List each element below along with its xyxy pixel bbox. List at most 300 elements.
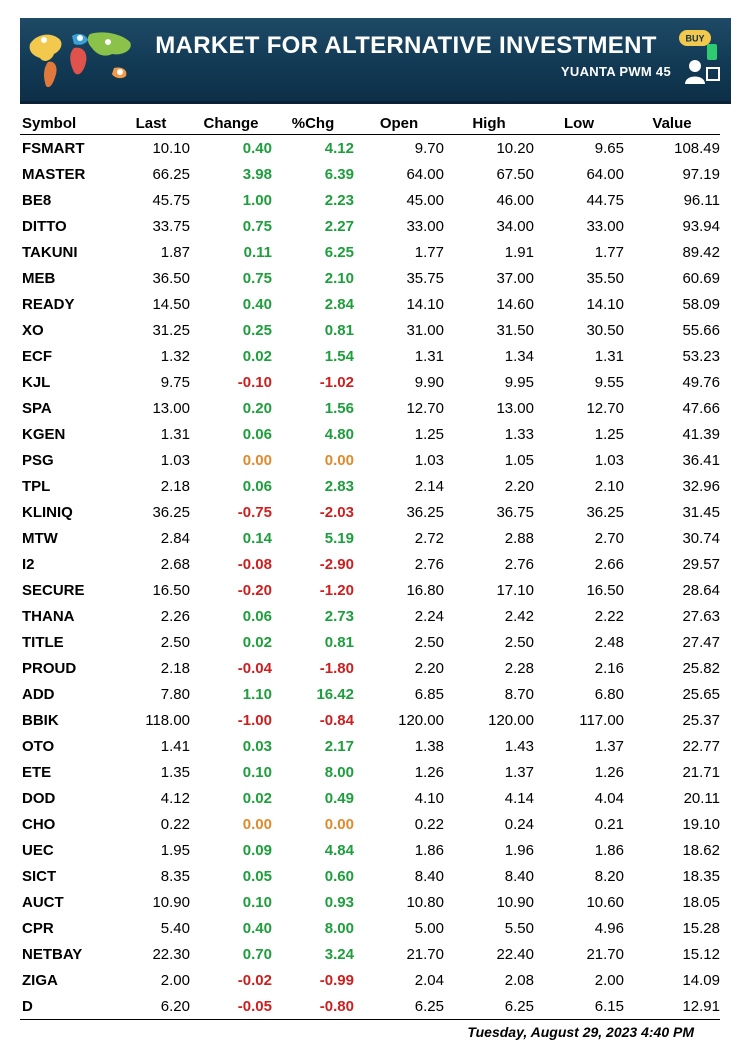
- cell-pct-change: 0.00: [324, 451, 354, 469]
- cell-symbol: MEB: [22, 269, 56, 287]
- cell-open: 1.26: [414, 763, 444, 781]
- cell-high: 1.05: [504, 451, 534, 469]
- cell-high: 17.10: [496, 581, 534, 599]
- cell-high: 9.95: [504, 373, 534, 391]
- table-row: [20, 473, 720, 499]
- cell-last: 1.32: [160, 347, 190, 365]
- cell-last: 1.87: [160, 243, 190, 261]
- cell-value: 30.74: [682, 529, 720, 547]
- cell-change: 0.75: [242, 269, 272, 287]
- column-header-value: Value: [624, 112, 720, 135]
- table-row: [20, 265, 720, 291]
- cell-symbol: READY: [22, 295, 75, 313]
- cell-open: 6.25: [354, 993, 444, 1020]
- cell-pct-change: -2.03: [319, 503, 354, 521]
- cell-pct-change: 8.00: [324, 763, 354, 781]
- cell-pct-change: 2.84: [324, 295, 354, 313]
- cell-open: 12.70: [406, 399, 444, 417]
- page-title: MARKET FOR ALTERNATIVE INVESTMENT: [155, 32, 657, 59]
- cell-pct-change: 6.25: [324, 243, 354, 261]
- table-row: [20, 577, 720, 603]
- cell-pct-change: 3.24: [324, 945, 354, 963]
- cell-change: 0.03: [242, 737, 272, 755]
- cell-last: 2.18: [160, 477, 190, 495]
- cell-symbol: THANA: [22, 607, 75, 625]
- cell-change: 0.10: [242, 763, 272, 781]
- cell-last: 5.40: [160, 919, 190, 937]
- column-header-symbol: Symbol: [20, 112, 112, 135]
- column-header-last: Last: [112, 112, 190, 135]
- cell-low: 9.65: [594, 139, 624, 157]
- cell-low: 2.16: [594, 659, 624, 677]
- cell-pct-change: 6.39: [324, 165, 354, 183]
- cell-high: 36.75: [496, 503, 534, 521]
- cell-last: 9.75: [160, 373, 190, 391]
- cell-low: 21.70: [586, 945, 624, 963]
- cell-low: 1.31: [594, 347, 624, 365]
- cell-low: 1.26: [594, 763, 624, 781]
- cell-open: 2.50: [414, 633, 444, 651]
- cell-pct-change: 2.23: [324, 191, 354, 209]
- cell-high: 46.00: [496, 191, 534, 209]
- cell-pct-change: 0.81: [324, 633, 354, 651]
- column-header-change: Change: [190, 112, 272, 135]
- cell-last: 13.00: [152, 399, 190, 417]
- cell-pct-change: 0.60: [324, 867, 354, 885]
- cell-pct-change: -1.20: [319, 581, 354, 599]
- stock-table: [20, 112, 720, 1020]
- cell-last: 31.25: [152, 321, 190, 339]
- table-row: [20, 733, 720, 759]
- table-row: [20, 239, 720, 265]
- cell-high: 22.40: [496, 945, 534, 963]
- cell-change: 0.75: [242, 217, 272, 235]
- table-row: [20, 369, 720, 395]
- header-banner: [20, 18, 731, 104]
- cell-value: 49.76: [682, 373, 720, 391]
- cell-low: 1.37: [594, 737, 624, 755]
- cell-symbol: DOD: [22, 789, 56, 807]
- cell-change: -0.10: [237, 373, 272, 391]
- cell-symbol: PROUD: [22, 659, 77, 677]
- cell-low: 10.60: [586, 893, 624, 911]
- cell-high: 6.25: [444, 993, 534, 1020]
- cell-change: 0.02: [242, 789, 272, 807]
- cell-symbol: ETE: [22, 763, 52, 781]
- cell-value: 20.11: [683, 789, 720, 807]
- cell-last: 1.31: [160, 425, 190, 443]
- cell-symbol: XO: [22, 321, 44, 339]
- cell-low: 14.10: [586, 295, 624, 313]
- cell-pct-change: 0.81: [324, 321, 354, 339]
- cell-high: 120.00: [488, 711, 534, 729]
- cell-pct-change: -0.99: [319, 971, 354, 989]
- cell-change: -1.00: [237, 711, 272, 729]
- cell-high: 10.20: [496, 139, 534, 157]
- cell-open: 2.76: [414, 555, 444, 573]
- cell-open: 5.00: [414, 919, 444, 937]
- cell-open: 1.03: [414, 451, 444, 469]
- table-row: [20, 291, 720, 317]
- cell-open: 2.14: [414, 477, 444, 495]
- cell-high: 8.70: [504, 685, 534, 703]
- table-row: [20, 343, 720, 369]
- cell-change: 0.09: [242, 841, 272, 859]
- cell-last: 2.18: [160, 659, 190, 677]
- cell-open: 4.10: [414, 789, 444, 807]
- cell-pct-change: 2.17: [324, 737, 354, 755]
- cell-symbol: UEC: [22, 841, 54, 859]
- cell-value: 47.66: [682, 399, 720, 417]
- cell-open: 45.00: [406, 191, 444, 209]
- column-header-pct-change: %Chg: [272, 112, 354, 135]
- cell-last: 45.75: [152, 191, 190, 209]
- cell-change: -0.05: [190, 993, 272, 1020]
- cell-high: 37.00: [496, 269, 534, 287]
- cell-symbol: TITLE: [22, 633, 64, 651]
- cell-symbol: D: [20, 993, 112, 1020]
- cell-high: 0.24: [504, 815, 534, 833]
- cell-low: 2.00: [594, 971, 624, 989]
- cell-value: 15.28: [682, 919, 720, 937]
- cell-change: 0.00: [242, 451, 272, 469]
- table-row: [20, 161, 720, 187]
- cell-change: -0.02: [237, 971, 272, 989]
- cell-low: 1.03: [594, 451, 624, 469]
- cell-change: 0.40: [242, 295, 272, 313]
- cell-low: 12.70: [586, 399, 624, 417]
- cell-last: 0.22: [160, 815, 190, 833]
- cell-symbol: KGEN: [22, 425, 66, 443]
- cell-low: 9.55: [594, 373, 624, 391]
- cell-high: 1.34: [504, 347, 534, 365]
- table-row: [20, 993, 720, 1020]
- cell-change: 0.25: [242, 321, 272, 339]
- cell-symbol: AUCT: [22, 893, 64, 911]
- cell-last: 1.41: [160, 737, 190, 755]
- cell-high: 8.40: [504, 867, 534, 885]
- table-header-row: [20, 112, 720, 135]
- cell-change: 0.00: [242, 815, 272, 833]
- table-row: [20, 629, 720, 655]
- cell-high: 1.96: [504, 841, 534, 859]
- table-row: [20, 317, 720, 343]
- cell-open: 1.77: [414, 243, 444, 261]
- cell-value: 18.05: [682, 893, 720, 911]
- cell-symbol: TAKUNI: [22, 243, 78, 261]
- cell-low: 30.50: [586, 321, 624, 339]
- cell-low: 35.50: [586, 269, 624, 287]
- cell-symbol: DITTO: [22, 217, 67, 235]
- cell-open: 16.80: [406, 581, 444, 599]
- cell-value: 31.45: [682, 503, 720, 521]
- cell-symbol: ZIGA: [22, 971, 58, 989]
- cell-value: 15.12: [682, 945, 720, 963]
- table-row: [20, 447, 720, 473]
- cell-open: 0.22: [414, 815, 444, 833]
- cell-last: 36.25: [152, 503, 190, 521]
- cell-last: 2.26: [160, 607, 190, 625]
- cell-low: 2.10: [594, 477, 624, 495]
- cell-pct-change: 4.12: [324, 139, 354, 157]
- cell-last: 14.50: [152, 295, 190, 313]
- table-row: [20, 681, 720, 707]
- cell-symbol: CPR: [22, 919, 54, 937]
- cell-value: 22.77: [682, 737, 720, 755]
- cell-last: 118.00: [145, 711, 190, 729]
- cell-value: 97.19: [682, 165, 720, 183]
- cell-open: 1.86: [414, 841, 444, 859]
- cell-high: 1.91: [504, 243, 534, 261]
- cell-open: 36.25: [406, 503, 444, 521]
- cell-low: 6.15: [534, 993, 624, 1020]
- cell-open: 14.10: [406, 295, 444, 313]
- table-row: [20, 967, 720, 993]
- table-row: [20, 421, 720, 447]
- cell-symbol: FSMART: [22, 139, 85, 157]
- cell-change: 1.00: [242, 191, 272, 209]
- cell-low: 117.00: [579, 711, 624, 729]
- cell-pct-change: 2.83: [324, 477, 354, 495]
- cell-symbol: SPA: [22, 399, 52, 417]
- cell-symbol: ECF: [22, 347, 52, 365]
- cell-last: 2.00: [160, 971, 190, 989]
- table-row: [20, 915, 720, 941]
- cell-pct-change: -1.02: [319, 373, 354, 391]
- cell-low: 36.25: [586, 503, 624, 521]
- table-row: [20, 759, 720, 785]
- cell-value: 53.23: [682, 347, 720, 365]
- cell-symbol: TPL: [22, 477, 51, 495]
- cell-open: 21.70: [406, 945, 444, 963]
- cell-change: 1.10: [242, 685, 272, 703]
- cell-change: 0.05: [242, 867, 272, 885]
- cell-open: 1.31: [414, 347, 444, 365]
- cell-low: 33.00: [586, 217, 624, 235]
- cell-last: 36.50: [152, 269, 190, 287]
- table-row: [20, 863, 720, 889]
- table-row: [20, 187, 720, 213]
- cell-last: 1.95: [160, 841, 190, 859]
- cell-open: 2.20: [414, 659, 444, 677]
- column-header-high: High: [444, 112, 534, 135]
- page-subtitle: YUANTA PWM 45: [560, 64, 671, 79]
- cell-last: 22.30: [152, 945, 190, 963]
- cell-value: 36.41: [682, 451, 720, 469]
- cell-pct-change: -0.84: [319, 711, 354, 729]
- cell-change: 0.70: [242, 945, 272, 963]
- cell-open: 2.04: [414, 971, 444, 989]
- table-row: [20, 603, 720, 629]
- cell-pct-change: 1.56: [324, 399, 354, 417]
- table-row: [20, 707, 720, 733]
- cell-open: 8.40: [414, 867, 444, 885]
- cell-value: 25.82: [682, 659, 720, 677]
- table-row: [20, 811, 720, 837]
- cell-change: 3.98: [242, 165, 272, 183]
- cell-change: 0.40: [242, 139, 272, 157]
- cell-high: 10.90: [496, 893, 534, 911]
- cell-pct-change: -2.90: [319, 555, 354, 573]
- cell-last: 4.12: [160, 789, 190, 807]
- cell-symbol: MASTER: [22, 165, 86, 183]
- cell-change: 0.06: [242, 425, 272, 443]
- cell-last: 1.03: [160, 451, 190, 469]
- cell-symbol: NETBAY: [22, 945, 83, 963]
- cell-high: 2.50: [504, 633, 534, 651]
- cell-high: 67.50: [496, 165, 534, 183]
- cell-symbol: SICT: [22, 867, 57, 885]
- table-row: [20, 551, 720, 577]
- cell-open: 6.85: [414, 685, 444, 703]
- cell-pct-change: 2.73: [324, 607, 354, 625]
- world-map-icon: [24, 24, 142, 96]
- table-body: [20, 135, 720, 1020]
- cell-change: -0.04: [237, 659, 272, 677]
- cell-low: 4.96: [594, 919, 624, 937]
- cell-change: 0.06: [242, 607, 272, 625]
- cell-high: 34.00: [496, 217, 534, 235]
- cell-pct-change: 2.27: [324, 217, 354, 235]
- cell-change: 0.06: [242, 477, 272, 495]
- cell-high: 2.76: [504, 555, 534, 573]
- cell-value: 25.37: [682, 711, 720, 729]
- buy-badge: BUY: [685, 33, 705, 44]
- cell-value: 93.94: [682, 217, 720, 235]
- column-header-low: Low: [534, 112, 624, 135]
- cell-value: 29.57: [682, 555, 720, 573]
- cell-change: -0.08: [237, 555, 272, 573]
- table-row: [20, 941, 720, 967]
- cell-change: 0.02: [242, 347, 272, 365]
- cell-value: 28.64: [682, 581, 720, 599]
- cell-symbol: I2: [22, 555, 35, 573]
- cell-change: 0.20: [242, 399, 272, 417]
- table-row: [20, 525, 720, 551]
- cell-low: 1.86: [594, 841, 624, 859]
- cell-last: 10.10: [152, 139, 190, 157]
- cell-low: 8.20: [594, 867, 624, 885]
- cell-last: 2.68: [160, 555, 190, 573]
- cell-high: 2.08: [504, 971, 534, 989]
- cell-open: 9.90: [414, 373, 444, 391]
- table-row: [20, 785, 720, 811]
- cell-low: 2.22: [594, 607, 624, 625]
- cell-last: 2.50: [160, 633, 190, 651]
- cell-open: 31.00: [406, 321, 444, 339]
- cell-value: 18.62: [682, 841, 720, 859]
- cell-symbol: SECURE: [22, 581, 85, 599]
- timestamp: Tuesday, August 29, 2023 4:40 PM: [467, 1024, 694, 1040]
- buy-basket-icon: [677, 26, 723, 88]
- cell-change: -0.20: [237, 581, 272, 599]
- cell-value: 12.91: [624, 993, 720, 1020]
- cell-value: 89.42: [682, 243, 720, 261]
- cell-pct-change: 2.10: [324, 269, 354, 287]
- cell-symbol: OTO: [22, 737, 55, 755]
- cell-low: 64.00: [586, 165, 624, 183]
- cell-high: 1.37: [504, 763, 534, 781]
- table-row: [20, 395, 720, 421]
- cell-value: 14.09: [682, 971, 720, 989]
- cell-open: 120.00: [398, 711, 444, 729]
- cell-pct-change: 5.19: [324, 529, 354, 547]
- table-row: [20, 655, 720, 681]
- cell-change: 0.02: [242, 633, 272, 651]
- cell-pct-change: 0.93: [324, 893, 354, 911]
- cell-open: 1.38: [414, 737, 444, 755]
- cell-low: 16.50: [586, 581, 624, 599]
- cell-high: 4.14: [504, 789, 534, 807]
- cell-last: 1.35: [160, 763, 190, 781]
- cell-low: 2.70: [594, 529, 624, 547]
- cell-pct-change: 0.00: [324, 815, 354, 833]
- cell-high: 2.28: [504, 659, 534, 677]
- cell-symbol: BBIK: [22, 711, 59, 729]
- cell-symbol: CHO: [22, 815, 56, 833]
- cell-high: 2.42: [504, 607, 534, 625]
- cell-high: 1.43: [504, 737, 534, 755]
- cell-high: 2.20: [504, 477, 534, 495]
- cell-low: 6.80: [594, 685, 624, 703]
- cell-value: 60.69: [682, 269, 720, 287]
- cell-change: 0.10: [242, 893, 272, 911]
- cell-change: 0.11: [243, 243, 272, 261]
- table-row: [20, 889, 720, 915]
- cell-open: 33.00: [406, 217, 444, 235]
- cell-value: 18.35: [682, 867, 720, 885]
- cell-value: 108.49: [674, 139, 720, 157]
- cell-low: 1.77: [594, 243, 624, 261]
- cell-high: 2.88: [504, 529, 534, 547]
- cell-value: 55.66: [682, 321, 720, 339]
- cell-value: 19.10: [682, 815, 720, 833]
- cell-open: 10.80: [406, 893, 444, 911]
- cell-last: 6.20: [112, 993, 190, 1020]
- table-row: [20, 135, 720, 162]
- cell-last: 7.80: [160, 685, 190, 703]
- cell-last: 33.75: [152, 217, 190, 235]
- cell-pct-change: 16.42: [316, 685, 354, 703]
- cell-low: 2.66: [594, 555, 624, 573]
- cell-open: 2.72: [414, 529, 444, 547]
- cell-value: 27.63: [682, 607, 720, 625]
- cell-change: -0.75: [237, 503, 272, 521]
- cell-value: 58.09: [682, 295, 720, 313]
- cell-pct-change: -0.80: [272, 993, 354, 1020]
- cell-value: 96.11: [683, 191, 720, 209]
- cell-low: 44.75: [586, 191, 624, 209]
- cell-symbol: PSG: [22, 451, 54, 469]
- cell-last: 16.50: [152, 581, 190, 599]
- cell-symbol: MTW: [22, 529, 58, 547]
- cell-value: 21.71: [682, 763, 720, 781]
- cell-high: 13.00: [496, 399, 534, 417]
- cell-last: 66.25: [152, 165, 190, 183]
- cell-pct-change: 4.84: [324, 841, 354, 859]
- cell-low: 2.48: [594, 633, 624, 651]
- cell-value: 25.65: [682, 685, 720, 703]
- cell-symbol: BE8: [22, 191, 52, 209]
- cell-open: 1.25: [414, 425, 444, 443]
- cell-high: 1.33: [504, 425, 534, 443]
- cell-pct-change: 0.49: [324, 789, 354, 807]
- cell-value: 27.47: [682, 633, 720, 651]
- table-row: [20, 837, 720, 863]
- cell-open: 9.70: [414, 139, 444, 157]
- cell-value: 41.39: [682, 425, 720, 443]
- cell-last: 8.35: [160, 867, 190, 885]
